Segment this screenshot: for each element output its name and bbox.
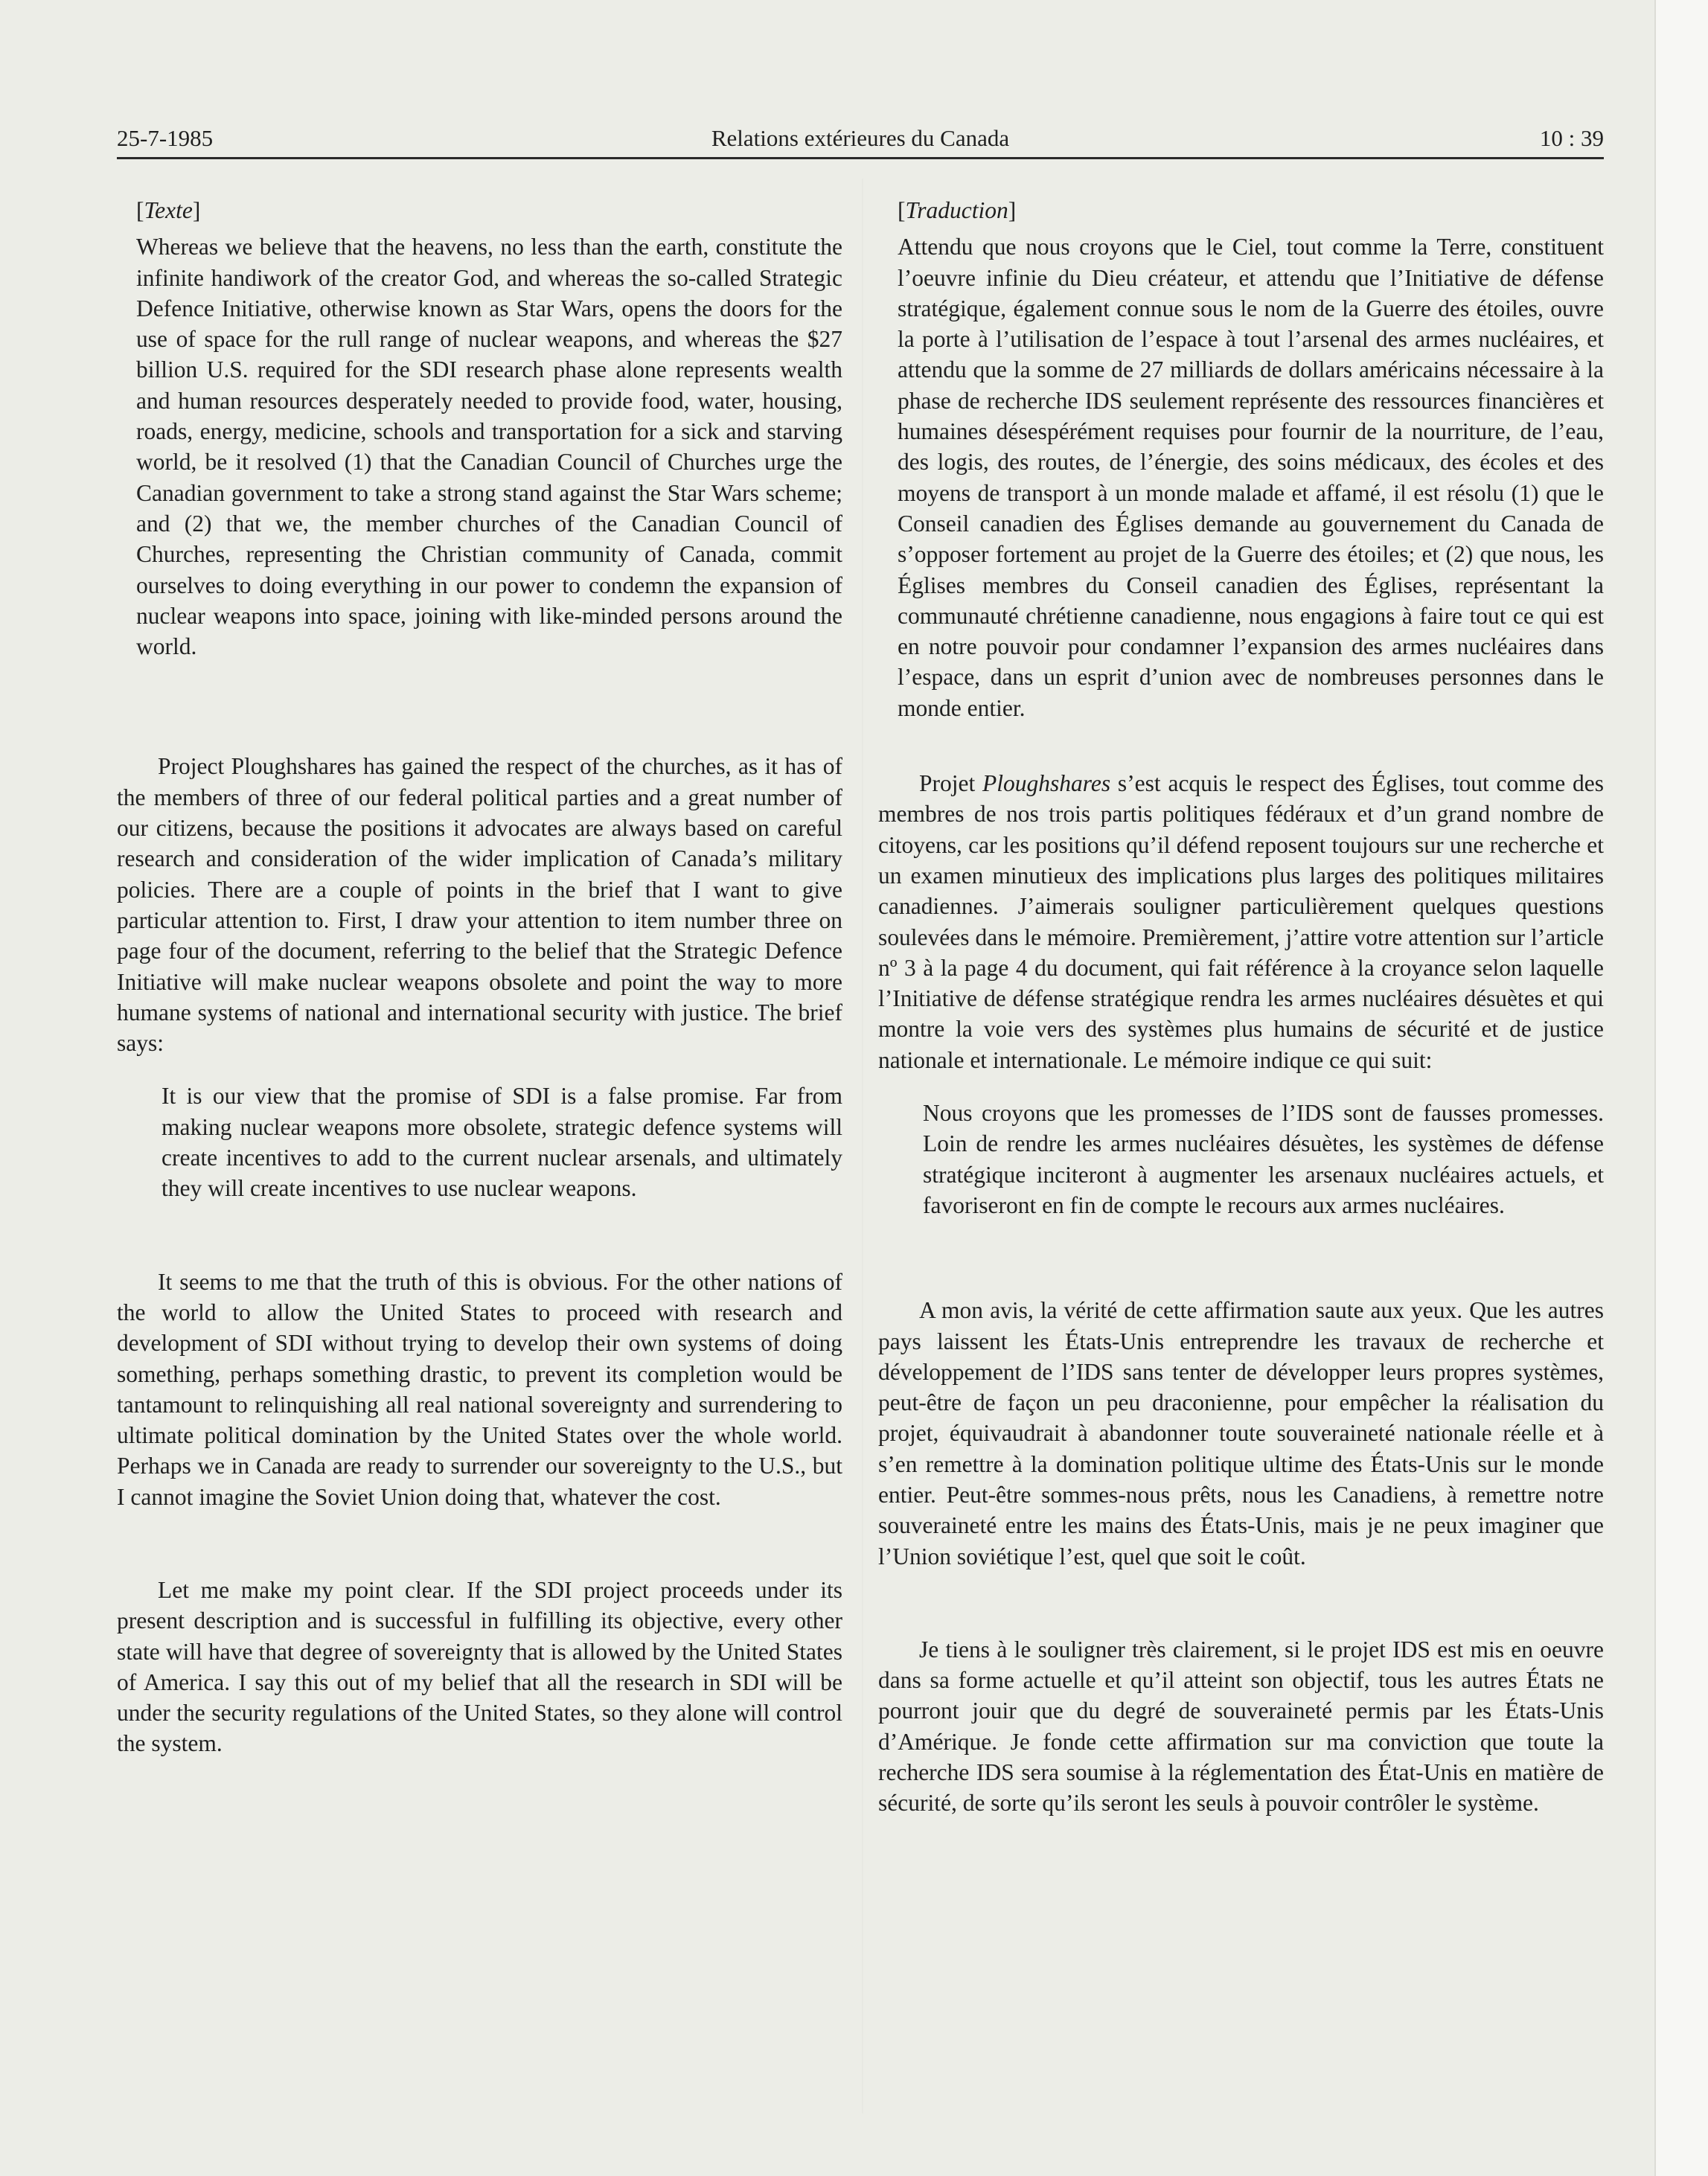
resolution-paragraph-fr: Attendu que nous croyons que le Ciel, tout comme la Terre, constituent l’oeuvre infinie du Dieu créateur, et attendu que l’Initiative de défense stratégique, également connue sous le nom de la Guerre des étoiles, ouvre la porte à l’utilisation de l’espace à tout l’arsenal des armes nucléaires, et attendu que la somme de 27 milliards de dollars américains nécessaire à la phase de recherche IDS seulement représente des ressources financières et humaines désespérément requises pour fournir de la nourriture, de l’eau, des logis, des routes, de l’énergie, des soins médicaux, des écoles et des moyens de transport à un monde malade et affamé, il est résolu (1) que le Conseil canadien des Églises demande au gouvernement du Canada de s’opposer fortement au projet de la Guerre des étoiles; et (2) que nous, les Églises membres du Conseil canadien des Églises, représentant la communauté chrétienne canadienne, nous engagions à faire tout ce qui est en notre pouvoir pour condamner l’expansion des armes nucléaires dans l’espace, dans un esprit d’union avec de nombreuses personnes dans le monde entier. [898,234,1604,721]
ploughshares-paragraph: Project Ploughshares has gained the respect of the churches, as it has of the members of three of our federal political parties and a great number of our citizens, because the positions it advocates are always based on careful research and consideration of the wider implication of Canada’s military policies. There are a couple of points in the brief that I want to give particular attention to. First, I draw your attention to item number three on page four of the document, referring to the belief that the Strategic Defence Initiative will make nuclear weapons obsolete and point the way to more humane systems of national and international security with justice. The brief says: [117,753,842,1057]
closing-paragraph-fr: Je tiens à le souligner très clairement, si le projet IDS est mis en oeuvre dans sa forme actuelle et qu’il atteint son objectif, tous les autres États ne pourront jouir que du degré de souveraineté permis par les États-Unis d’Amérique. Je fonde cette affirmation sur ma conviction que toute la recherche IDS sera soumise à la réglementation des État-Unis en matière de sécurité, de sorte qu’ils seront les seuls à pouvoir contrôler le système. [878,1636,1604,1817]
column-label-texte: [Texte] [136,197,201,223]
page-edge [1654,0,1708,2176]
ploughshares-emphasis: Ploughshares [982,770,1111,797]
sovereignty-paragraph-fr: A mon avis, la vérité de cette affirmation saute aux yeux. Que les autres pays laissent les États-Unis entreprendre les travaux de recherche et développement de l’IDS sans tenter de développer leurs propres systèmes, peut-être de façon un peu draconienne, pour empêcher la réalisation du projet, équivaudrait à abandonner toute souveraineté nationale réelle et à s’en remettre à la domination politique ultime des États-Unis sur le monde entier. Peut-être sommes-nous prêts, nous les Canadiens, à remettre notre souveraineté entre les mains des États-Unis, mais je ne peux imaginer que l’Union soviétique l’est, quel que soit le coût. [878,1297,1604,1569]
header-rule [117,157,1604,159]
header-title: Relations extérieures du Canada [711,125,1010,151]
header-page-number: 10 : 39 [1539,125,1604,151]
ploughshares-paragraph-fr: Projet Ploughshares s’est acquis le respect des Églises, tout comme des membres de nos trois partis politiques fédéraux et d’un grand nombre de citoyens, car les positions qu’il défend reposent toujours sur une recherche et un examen minutieux des implications plus larges des politiques militaires canadiennes. J’aimerais souligner particulièrement quelques questions soulevées dans le mémoire. Premièrement, j’attire votre attention sur l’article nº 3 à la page 4 du document, qui fait référence à la croyance selon laquelle l’Initiative de défense stratégique rendra les armes nucléaires désuètes et qui montre la voie vers des systèmes plus humains de sécurité et de justice nationale et internationale. Le mémoire indique ce qui suit: [878,770,1604,1073]
closing-paragraph: Let me make my point clear. If the SDI project proceeds under its present description and is successful in fulfilling its objective, every other state will have that degree of sovereignty that is allowed by the United States of America. I say this out of my belief that all the research in SDI will be under the security regulations of the United States, so they alone will control the system. [117,1576,842,1757]
resolution-paragraph: Whereas we believe that the heavens, no less than the earth, constitute the infinite handiwork of the creator God, and whereas the so-called Strategic Defence Initiative, otherwise known as Star Wars, opens the doors for the use of space for the rull range of nuclear weapons, and whereas the $27 billion U.S. required for the SDI research phase alone represents wealth and human resources desperately needed to provide food, water, housing, roads, energy, medicine, schools and transportation for a sick and starving world, be it resolved (1) that the Canadian Council of Churches urge the Canadian government to take a strong stand against the Star Wars scheme; and (2) that we, the member churches of the Canadian Council of Churches, representing the Christian community of Canada, commit ourselves to doing everything in our power to condemn the expansion of nuclear weapons into space, joining with like-minded persons around the world. [136,234,842,660]
sovereignty-paragraph: It seems to me that the truth of this is obvious. For the other nations of the world to allow the United States to proceed with research and development of SDI without trying to develop their own systems of doing something, perhaps something drastic, to prevent its completion would be tantamount to relinquishing all real national sovereignty and surrendering to ultimate political domination by the United States over the whole world. Perhaps we in Canada are ready to surrender our sovereignty to the U.S., but I cannot imagine the Soviet Union doing that, whatever the cost. [117,1268,842,1510]
brief-quote: It is our view that the promise of SDI is a false promise. Far from making nuclear weapons more obsolete, strategic defence systems will create incentives to add to the current nuclear arsenals, and ultimately they will create incentives to use nuclear weapons. [161,1083,842,1202]
running-header [117,124,1604,153]
brief-quote-fr: Nous croyons que les promesses de l’IDS sont de fausses promesses. Loin de rendre les armes nucléaires désuètes, les systèmes de défense stratégique inciteront à augmenter les arsenaux nucléaires actuels, et favoriseront en fin de compte le recours aux armes nucléaires. [923,1100,1604,1218]
header-date: 25-7-1985 [117,125,214,151]
column-gutter [862,179,863,2113]
english-column [117,195,842,1759]
french-column [878,195,1604,1819]
column-label-traduction: [Traduction] [898,197,1017,223]
